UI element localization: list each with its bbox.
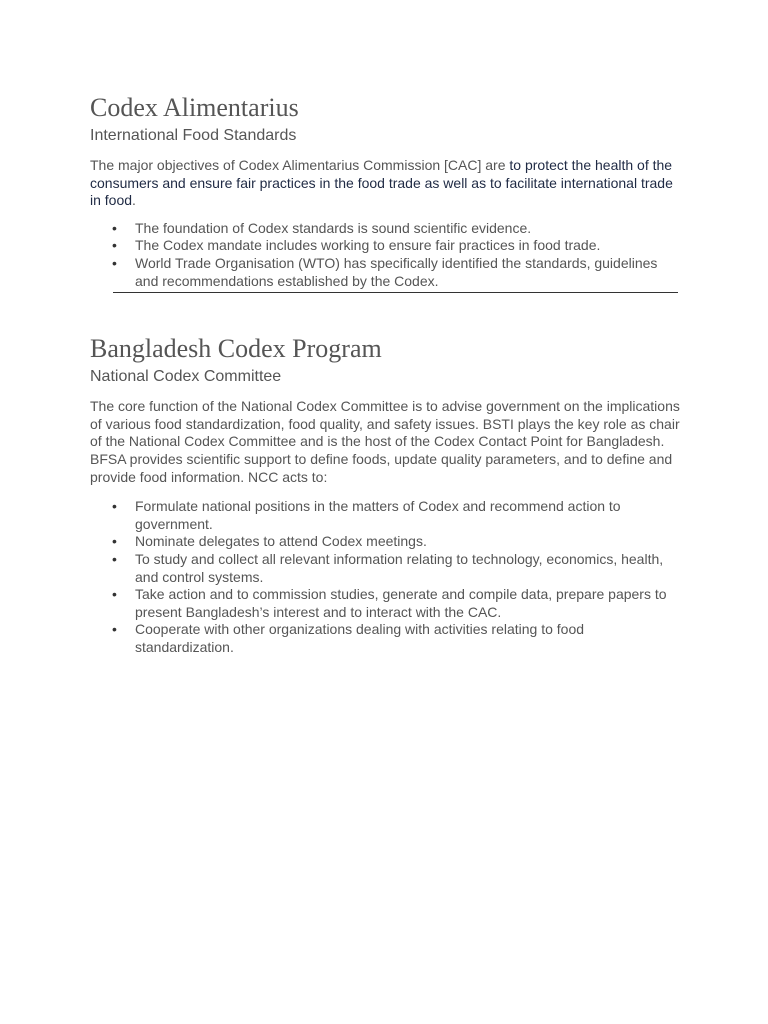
list-item	[112, 498, 680, 533]
section-bangladesh-codex-program	[90, 333, 680, 656]
list-item-text: To study and collect all relevant information relating to technology, economics, health, and control systems.	[135, 550, 664, 585]
section-title: Bangladesh Codex Program	[90, 334, 382, 364]
list-item-text: The Codex mandate includes working to ensure fair practices in food trade.	[135, 237, 601, 254]
list-item-text: The foundation of Codex standards is sound scientific evidence.	[135, 219, 532, 236]
list-item	[112, 237, 680, 255]
list-item	[112, 621, 680, 656]
section-title: Codex Alimentarius	[90, 93, 299, 122]
list-item	[112, 550, 680, 586]
bullet-icon: •	[112, 219, 117, 236]
ncc-paragraph: The core function of the National Codex Committee is to advise government on the implications of various food standardization, food quality, and safety issues. BSTI plays the key role as chair of the National Codex Committee and is the host of the Codex Contact Point for Bangladesh. BFSA provides scientific support to define foods, update quality parameters, and to define and provide food information. NCC acts to:	[90, 398, 680, 485]
section-subtitle: International Food Standards	[90, 127, 297, 144]
bullet-icon: •	[112, 498, 117, 515]
list-item-text: Formulate national positions in the matters of Codex and recommend action to government.	[135, 498, 621, 532]
bullet-icon: •	[112, 586, 117, 603]
list-item	[112, 254, 680, 290]
bullet-icon: •	[112, 533, 117, 550]
list-item	[112, 586, 680, 621]
bullet-icon: •	[112, 237, 117, 254]
horizontal-divider	[113, 292, 678, 293]
list-item-text: Nominate delegates to attend Codex meetings.	[135, 533, 427, 550]
list-item	[112, 533, 680, 551]
section-codex-alimentarius	[90, 92, 680, 293]
bullet-icon: •	[112, 621, 117, 638]
intro-paragraph	[90, 157, 680, 210]
bullet-icon: •	[112, 254, 117, 271]
list-item-text: Cooperate with other organizations dealing with activities relating to food standardization.	[135, 621, 585, 655]
bullet-icon: •	[112, 550, 117, 567]
intro-end: .	[132, 192, 136, 209]
intro-text: The major objectives of Codex Alimentarius Commission [CAC] are	[90, 157, 510, 173]
list-item-text: World Trade Organisation (WTO) has specifically identified the standards, guidelines and recommendations established by the Codex.	[135, 254, 658, 289]
document-page	[90, 92, 680, 656]
ncc-actions-list	[90, 498, 680, 656]
codex-facts-list	[90, 220, 680, 290]
intro-emphasis: to protect the health of the consumers and ensure fair practices in the food trade as well as to facilitate international trade in food	[90, 157, 673, 209]
section-subtitle: National Codex Committee	[90, 368, 282, 386]
list-item-text: Take action and to commission studies, generate and compile data, prepare papers to present Bangladesh’s interest and to interact with the CAC.	[135, 586, 667, 620]
list-item	[112, 219, 680, 238]
